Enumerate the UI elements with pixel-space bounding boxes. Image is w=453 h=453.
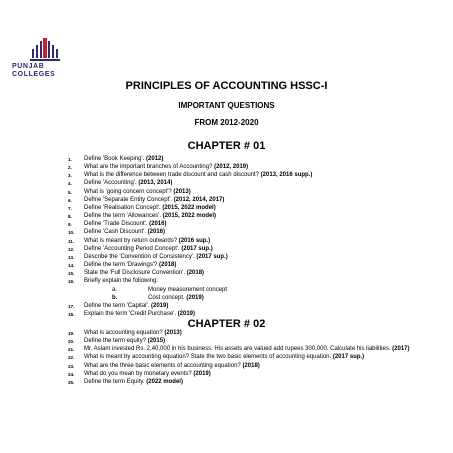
question-year: (2013) [173, 188, 191, 195]
question-item [68, 253, 448, 261]
question-item [68, 196, 448, 204]
question-text: Define 'Realisation Concept'. [84, 204, 161, 211]
punjab-colleges-logo [12, 38, 92, 84]
question-number: 16. [68, 279, 75, 285]
question-number: 10. [68, 230, 75, 236]
question-year: (2019) [177, 310, 196, 317]
question-year: (2016) [147, 229, 166, 236]
question-number: 2. [68, 165, 72, 171]
question-number: 9. [68, 222, 72, 228]
question-year: (2019) [193, 370, 211, 377]
question-year: (2012, 2014, 2017) [173, 196, 225, 203]
question-item [68, 204, 448, 212]
question-text: What is accounting equation? [84, 330, 163, 336]
question-text: Define 'Accounting'. [84, 180, 137, 187]
question-text: Define the term 'Drawings'? [84, 262, 158, 269]
question-number: 19. [68, 331, 75, 336]
question-text: Define the term 'Allowances'. [84, 213, 161, 220]
question-item [68, 362, 448, 370]
question-text: Define 'Separate Entity Concept'. [84, 196, 173, 203]
question-number: 23. [68, 363, 75, 369]
question-text: Explain the term 'Credit Purchase'. [84, 310, 176, 317]
question-text: What are the three basic elements of accounting equation? [84, 362, 241, 369]
question-number: 7. [68, 205, 72, 211]
question-item [68, 155, 448, 163]
question-item [68, 269, 448, 277]
question-number: 8. [68, 214, 72, 220]
sub-item-year: (2019) [186, 294, 204, 301]
question-number: 1. [68, 157, 72, 162]
question-text: Define 'Trade Discount'. [84, 221, 148, 228]
question-year: (2012) [146, 156, 164, 162]
question-item [68, 378, 448, 386]
question-item [68, 245, 448, 253]
question-item [68, 171, 448, 179]
logo-text-line2: COLLEGES [12, 71, 56, 78]
document-subtitle: IMPORTANT QUESTIONS [178, 101, 275, 110]
question-year: (2015, 2022 model) [162, 213, 217, 220]
question-number: 3. [68, 173, 72, 179]
question-year: (2022 model) [146, 378, 183, 385]
question-item [68, 261, 448, 269]
question-item [68, 228, 448, 236]
question-item [68, 179, 448, 187]
question-number: 15. [68, 271, 75, 277]
question-text: What is 'going concern concept'? [84, 188, 172, 195]
question-year: (2017 sup.) [181, 245, 213, 252]
chapter-2-question-list [68, 329, 448, 386]
question-number: 13. [68, 254, 75, 260]
sub-item-label: b. [112, 294, 118, 301]
question-number: 17. [68, 303, 75, 309]
question-number: 5. [68, 189, 72, 195]
question-text: Define the term Equity. [84, 378, 145, 385]
question-number: 24. [68, 371, 75, 377]
question-text: Define the term 'Capital'. [84, 302, 150, 309]
question-item [68, 212, 448, 220]
question-year: (2017 sup.) [332, 354, 365, 361]
question-number: 20. [68, 339, 75, 345]
question-year: (2018) [159, 262, 177, 269]
question-year: (2019) [151, 302, 169, 309]
chapter-1-heading: CHAPTER # 01 [187, 140, 266, 152]
question-text: Mr. Aslam invested Rs. 2,40,000 in his business. His assets are valued add rupees 300,000. Calculate his liabilities. [84, 346, 391, 353]
question-item [68, 370, 448, 378]
sub-item-text: Cost concept. [148, 294, 185, 301]
question-text: Briefly explain the following: [84, 278, 159, 285]
question-item [68, 337, 448, 345]
question-year: (2016 sup.) [178, 237, 211, 244]
document-years: FROM 2012-2020 [194, 118, 259, 127]
sub-item-label: a. [112, 286, 118, 293]
question-number: 22. [68, 355, 75, 361]
question-number: 21. [68, 347, 75, 353]
question-text: What do you mean by monetary events? [84, 370, 192, 377]
chapter-1-question-list [68, 155, 448, 318]
question-item [68, 345, 448, 353]
question-text: Define the term equity? [84, 338, 147, 345]
question-year: (2017) [392, 346, 410, 353]
question-year: (2017 sup.) [196, 253, 228, 260]
question-year: (2018) [242, 362, 260, 369]
question-item [68, 188, 448, 196]
question-year: (2015) [147, 338, 166, 345]
sub-item-text: Money measurement concept [148, 286, 228, 293]
question-number: 25. [68, 379, 75, 385]
question-item [68, 163, 448, 171]
logo-emblem-icon [30, 38, 60, 62]
question-text: What is meant by accounting equation? State the two basic elements of accounting equation. [84, 354, 332, 361]
question-text: What is meant by return outwards? [84, 237, 178, 244]
question-item [68, 329, 448, 337]
question-text: Define 'Book Keeping'. [84, 156, 145, 162]
question-text: What is the difference between trade discount and cash discount? [84, 172, 259, 179]
question-number: 4. [68, 181, 72, 187]
question-number: 12. [68, 246, 75, 252]
question-year: (2016) [149, 221, 167, 228]
question-year: (2012, 2019) [214, 164, 249, 171]
logo-text-line1: PUNJAB [12, 63, 45, 70]
question-item [68, 277, 448, 285]
question-number: 18. [68, 311, 75, 317]
question-number: 11. [68, 238, 75, 244]
question-text: Describe the 'Convention of Consistency'. [84, 253, 195, 260]
question-year: (2018) [186, 270, 205, 277]
sub-item [68, 286, 448, 294]
question-item [68, 302, 448, 310]
question-item [68, 237, 448, 245]
question-text: State the 'Full Disclosure Convention'. [84, 270, 186, 277]
question-item [68, 220, 448, 228]
question-number: 14. [68, 263, 75, 269]
question-year: (2013, 2016 supp.) [260, 172, 313, 179]
question-item [68, 310, 448, 318]
question-text: Define 'Cash Discount'. [84, 229, 146, 236]
question-text: Define 'Accounting Period Concept'. [84, 245, 180, 252]
question-item [68, 353, 448, 361]
question-text: What are the important branches of Accounting? [84, 164, 213, 171]
question-year: (2013) [164, 330, 182, 336]
chapter-2-heading: CHAPTER # 02 [187, 318, 266, 330]
question-year: (2015, 2022 model) [162, 204, 216, 211]
document-title: PRINCIPLES OF ACCOUNTING HSSC-I [125, 80, 328, 92]
sub-item [68, 294, 448, 302]
question-year: (2013, 2014) [138, 180, 173, 187]
question-number: 6. [68, 197, 72, 203]
